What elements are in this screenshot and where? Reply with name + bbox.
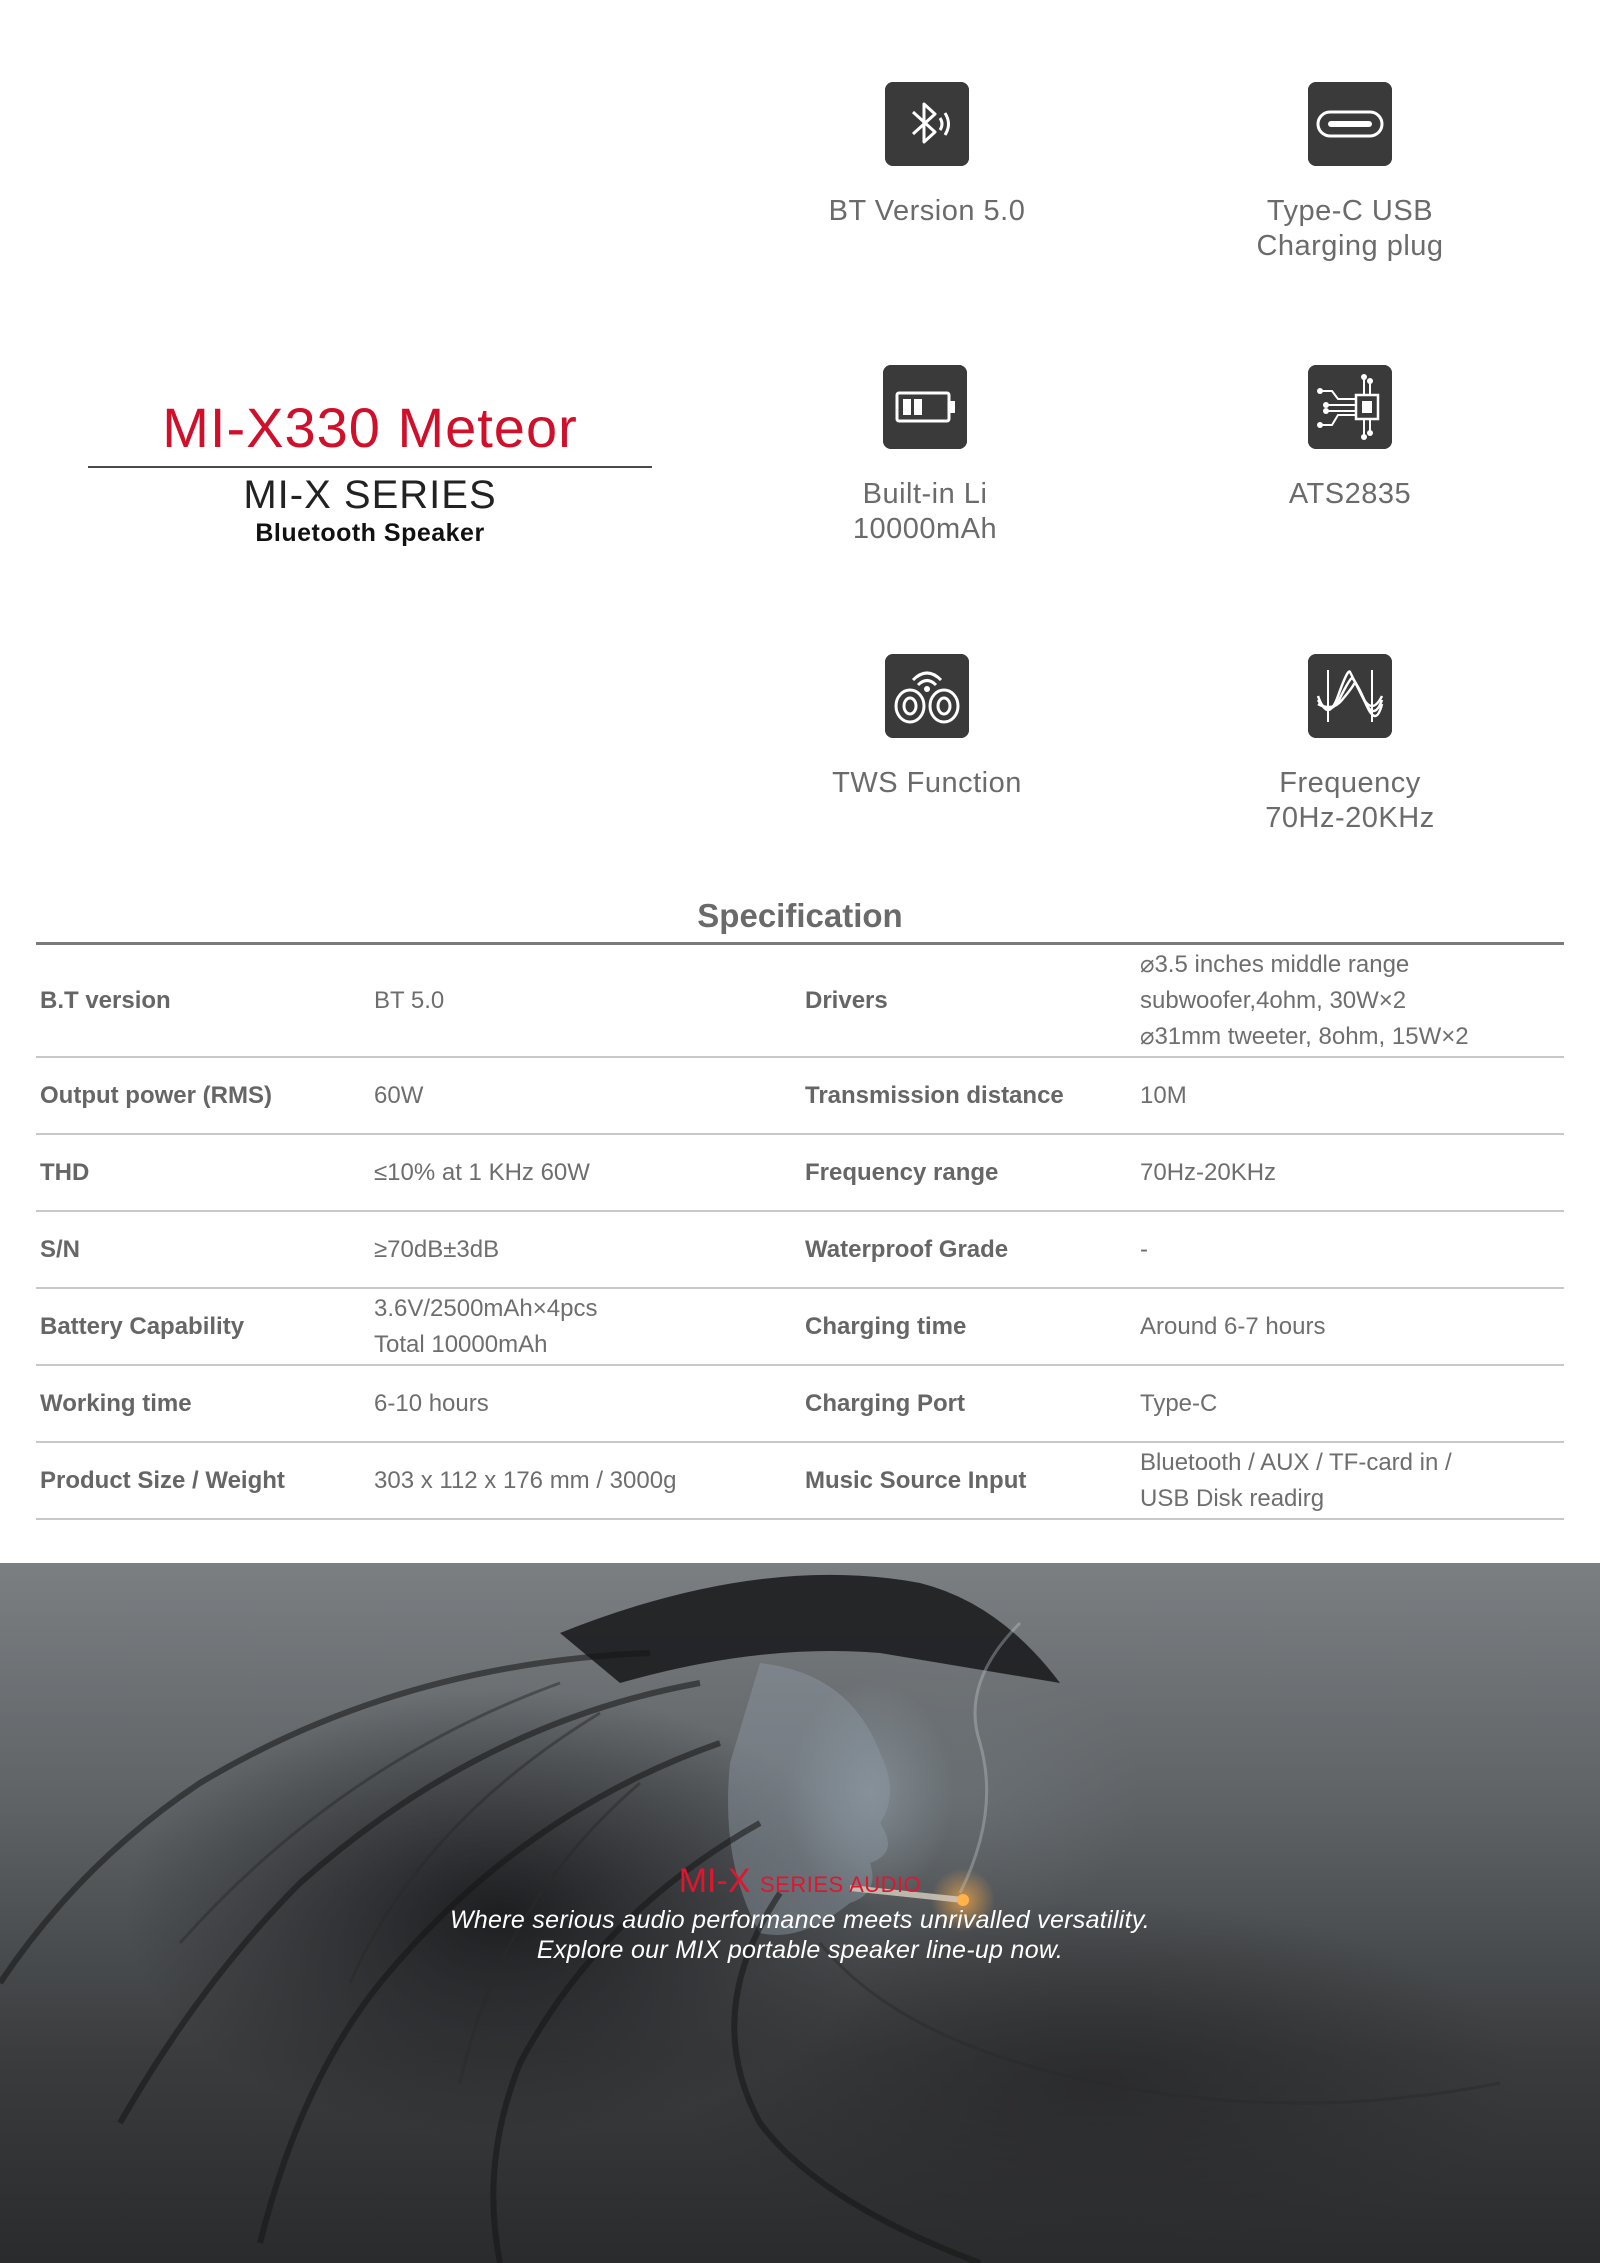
feature-tws	[777, 654, 1077, 801]
banner-tagline: Explore our MIX portable speaker line-up now.	[536, 1936, 1064, 1964]
spec-key: Frequency range	[805, 1158, 999, 1186]
spec-value: ≤10% at 1 KHz 60W	[374, 1158, 590, 1186]
spec-key: THD	[40, 1158, 90, 1186]
model-name: MI-X330 Meteor	[162, 396, 578, 459]
spec-key: Product Size / Weight	[40, 1466, 285, 1494]
feature-chip	[1200, 365, 1500, 512]
battery-icon	[883, 365, 967, 449]
spec-title: Specification	[697, 897, 903, 934]
spec-value: Around 6-7 hours	[1140, 1312, 1326, 1340]
chip-icon	[1308, 365, 1392, 449]
table-row	[36, 1443, 1564, 1520]
table-row	[36, 1289, 1564, 1366]
usb-c-icon	[1308, 82, 1392, 166]
banner-text	[0, 1861, 1600, 1965]
brand-block	[88, 392, 652, 548]
feature-label: Built-in Li 10000mAh	[852, 478, 998, 545]
feature-frequency	[1200, 654, 1500, 836]
feature-label: TWS Function	[832, 767, 1022, 799]
spec-value: Bluetooth / AUX / TF-card in / USB Disk readirg	[1140, 1448, 1452, 1512]
table-row	[36, 1366, 1564, 1443]
feature-label: ATS2835	[1288, 478, 1412, 510]
spec-key: Waterproof Grade	[805, 1235, 1009, 1263]
spec-value: 70Hz-20KHz	[1140, 1158, 1277, 1186]
spec-value: 303 x 112 x 176 mm / 3000g	[374, 1466, 677, 1494]
table-row	[36, 1058, 1564, 1135]
spec-value: -	[1140, 1235, 1148, 1263]
spec-value: ≥70dB±3dB	[374, 1235, 500, 1263]
banner-tagline: Where serious audio performance meets unrivalled versatility.	[449, 1906, 1151, 1934]
spec-key: Working time	[40, 1389, 192, 1417]
spec-value: 3.6V/2500mAh×4pcs Total 10000mAh	[374, 1294, 598, 1358]
spec-key: Charging time	[805, 1312, 967, 1340]
series-name: MI-X SERIES	[243, 473, 497, 517]
spec-key: Transmission distance	[805, 1081, 1064, 1109]
promo-banner	[0, 1563, 1600, 2263]
waveform-icon	[1308, 654, 1392, 738]
feature-usb-c	[1200, 82, 1500, 264]
spec-value: 10M	[1140, 1081, 1187, 1109]
feature-bluetooth	[777, 82, 1077, 229]
spec-key: Music Source Input	[805, 1466, 1027, 1494]
banner-title: MI-X SERIES AUDIO	[678, 1862, 922, 1900]
spec-value: 60W	[374, 1081, 424, 1109]
feature-label: Frequency 70Hz-20KHz	[1265, 767, 1435, 834]
spec-value: BT 5.0	[374, 986, 445, 1014]
tws-speakers-icon	[885, 654, 969, 738]
table-row	[36, 1135, 1564, 1212]
spec-table	[36, 942, 1564, 1520]
spec-key: Charging Port	[805, 1389, 965, 1417]
spec-key: S/N	[40, 1235, 81, 1263]
spec-value: 6-10 hours	[374, 1389, 489, 1417]
feature-label: Type-C USB Charging plug	[1256, 195, 1444, 262]
feature-section	[0, 0, 1600, 880]
table-row	[36, 945, 1564, 1058]
feature-battery	[775, 365, 1075, 547]
spec-key: B.T version	[40, 986, 171, 1014]
spec-key: Drivers	[805, 986, 888, 1014]
feature-label: BT Version 5.0	[828, 195, 1026, 227]
table-row	[36, 1212, 1564, 1289]
spec-value: Type-C	[1140, 1389, 1218, 1417]
spec-key: Output power (RMS)	[40, 1081, 272, 1109]
brand-divider	[88, 466, 652, 468]
product-type: Bluetooth Speaker	[255, 519, 485, 547]
bluetooth-icon	[885, 82, 969, 166]
spec-value: ⌀3.5 inches middle range subwoofer,4ohm, 30W×2 ⌀31mm tweeter, 8ohm, 15W×2	[1140, 950, 1469, 1050]
spec-key: Battery Capability	[40, 1312, 245, 1340]
